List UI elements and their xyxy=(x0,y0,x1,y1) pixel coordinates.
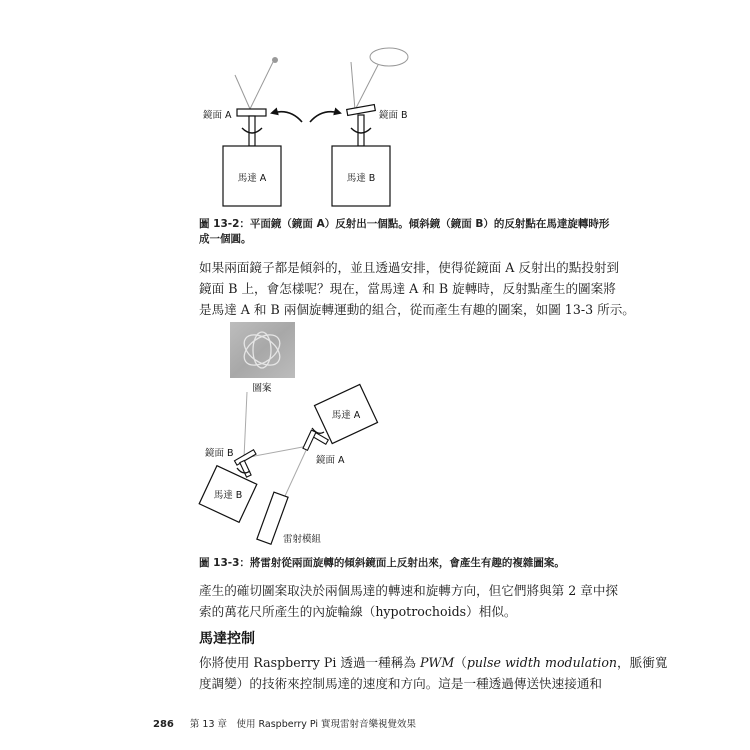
mirror-b-label: 鏡面 B xyxy=(379,110,408,121)
laser-module-label: 雷射模組 xyxy=(283,534,322,545)
shaft-b xyxy=(240,460,251,477)
chapter-title: 第 13 章 使用 Raspberry Pi 實現雷射音樂視覺效果 xyxy=(189,719,417,730)
text-run: 你將使用 Raspberry Pi 透過一種稱為 xyxy=(199,655,420,670)
text-line: 產生的確切圖案取決於兩個馬達的轉速和旋轉方向，但它們將與第 2 章中探 xyxy=(199,583,619,598)
beam-laser-to-mirror-a xyxy=(285,446,308,496)
text-line xyxy=(199,652,668,673)
pattern-image xyxy=(230,322,295,378)
caption-line: 圖 13-3：將雷射從兩面旋轉的傾斜鏡面上反射出來，會產生有趣的複雜圖案。 xyxy=(199,557,565,569)
text-line: 是馬達 A 和 B 兩個旋轉運動的組合，從而產生有趣的圖案，如圖 13-3 所示。 xyxy=(199,302,635,317)
pwm-expansion: pulse width modulation xyxy=(466,655,618,670)
pwm-term: PWM xyxy=(419,655,455,670)
figure-13-3-caption xyxy=(199,556,594,571)
page-footer xyxy=(153,716,416,730)
text-run: （ xyxy=(454,655,467,670)
section-heading: 馬達控制 xyxy=(199,631,255,647)
motor-a-label: 馬達 A xyxy=(331,410,361,421)
text-line: 度調變）的技術來控制馬達的速度和方向。這是一種透過傳送快速接通和 xyxy=(199,676,602,691)
motor-b-label: 馬達 B xyxy=(346,173,376,184)
motor-a-label: 馬達 A xyxy=(237,173,267,184)
page-number: 286 xyxy=(153,719,174,730)
mirror-a-label: 鏡面 A xyxy=(203,110,232,121)
caption-line: 圖 13-2：平面鏡（鏡面 A）反射出一個點。傾斜鏡（鏡面 B）的反射點在馬達旋轉時形 xyxy=(199,218,610,230)
beam-mirror-b-to-pattern xyxy=(244,392,247,458)
caption-line: 成一個圓。 xyxy=(199,233,252,245)
text-line: 如果兩面鏡子都是傾斜的，並且透過安排，使得從鏡面 A 反射出的點投射到 xyxy=(199,260,620,275)
mirror-a-label: 鏡面 A xyxy=(316,455,345,466)
mirror-a xyxy=(303,430,316,450)
pattern-label: 圖案 xyxy=(252,383,272,394)
motor-b-label: 馬達 B xyxy=(213,490,243,501)
text-run: ，脈衝寬 xyxy=(617,655,668,670)
text-line: 索的萬花尺所產生的內旋輪線（hypotrochoids）相似。 xyxy=(199,604,517,619)
paragraph xyxy=(199,580,619,622)
mirror-b-label: 鏡面 B xyxy=(205,448,234,459)
paragraph xyxy=(199,652,668,694)
text-line: 鏡面 B 上，會怎樣呢？現在，當馬達 A 和 B 旋轉時，反射點產生的圖案將 xyxy=(199,281,616,296)
